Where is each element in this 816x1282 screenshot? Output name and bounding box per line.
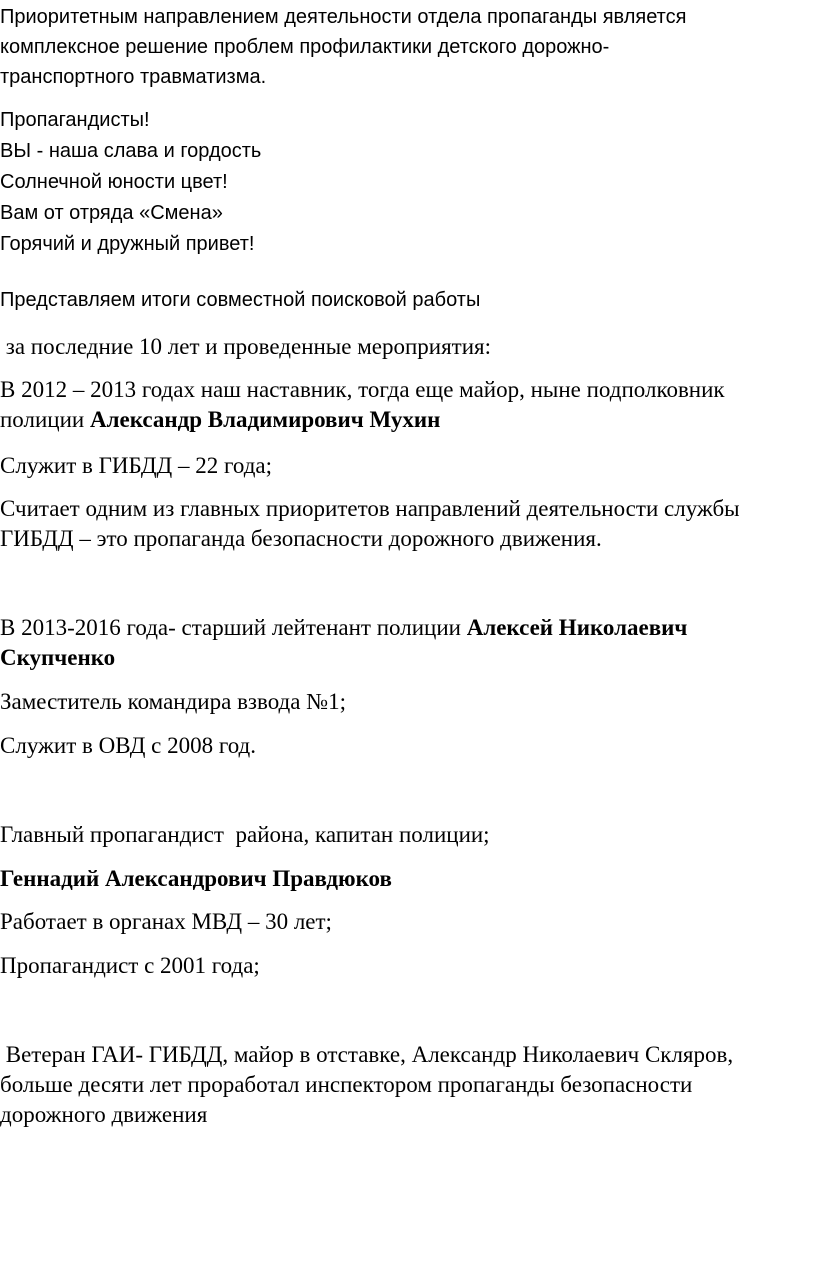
pravdyukov-service: Работает в органах МВД – 30 лет; xyxy=(0,909,332,934)
skupchenko-line xyxy=(0,643,812,673)
mukhin-line: В 2012 – 2013 годах наш наставник, тогда еще майор, ныне подполковник xyxy=(0,377,725,402)
skupchenko-position: Заместитель командира взвода №1; xyxy=(0,689,347,714)
skupchenko-service: Служит в ОВД с 2008 год. xyxy=(0,733,256,758)
sklyarov-paragraph xyxy=(0,1040,812,1130)
sklyarov-line: Ветеран ГАИ- ГИБДД, майор в отставке, Александр Николаевич Скляров, xyxy=(0,1042,734,1067)
intro-line: комплексное решение проблем профилактики детского дорожно- xyxy=(0,36,610,58)
pravdyukov-name xyxy=(0,864,812,894)
sklyarov-line: больше десяти лет проработал инспектором пропаганды безопасности xyxy=(0,1072,693,1097)
intro-paragraph xyxy=(0,2,812,92)
mukhin-prefix: полиции xyxy=(0,407,90,432)
poem-line: ВЫ - наша слава и гордость xyxy=(0,140,262,162)
intro-line: Приоритетным направлением деятельности отдела пропаганды является xyxy=(0,6,687,28)
mukhin-name: Александр Владимирович Мухин xyxy=(89,407,441,432)
skupchenko-paragraph xyxy=(0,613,812,673)
mukhin-line xyxy=(0,405,812,435)
mukhin-priority xyxy=(0,494,812,554)
summary-heading: Представляем итоги совместной поисковой работы xyxy=(0,289,481,311)
skupchenko-prefix: В 2013-2016 года- старший лейтенант полиции xyxy=(0,615,467,640)
pravdyukov-title: Главный пропагандист района, капитан полиции; xyxy=(0,822,490,847)
mukhin-priority-line: ГИБДД – это пропаганда безопасности дорожного движения. xyxy=(0,526,602,551)
poem-line: Вам от отряда «Смена» xyxy=(0,202,223,224)
skupchenko-line xyxy=(0,613,812,643)
mukhin-priority-line: Считает одним из главных приоритетов направлений деятельности службы xyxy=(0,496,740,521)
intro-line: транспортного травматизма. xyxy=(0,66,267,88)
sklyarov-line: дорожного движения xyxy=(0,1102,208,1127)
mukhin-paragraph xyxy=(0,375,812,435)
summary-subheading: за последние 10 лет и проведенные мероприятия: xyxy=(0,334,492,359)
poem-line: Горячий и дружный привет! xyxy=(0,233,255,255)
poem-line: Пропагандисты! xyxy=(0,109,150,131)
skupchenko-name: Алексей Николаевич xyxy=(466,615,688,640)
poem-line: Солнечной юности цвет! xyxy=(0,171,228,193)
skupchenko-surname: Скупченко xyxy=(0,645,116,670)
poem xyxy=(0,105,812,260)
pravdyukov-since: Пропагандист с 2001 года; xyxy=(0,953,260,978)
pravdyukov-name-bold: Геннадий Александрович Правдюков xyxy=(0,866,392,891)
mukhin-service: Служит в ГИБДД – 22 года; xyxy=(0,453,272,478)
